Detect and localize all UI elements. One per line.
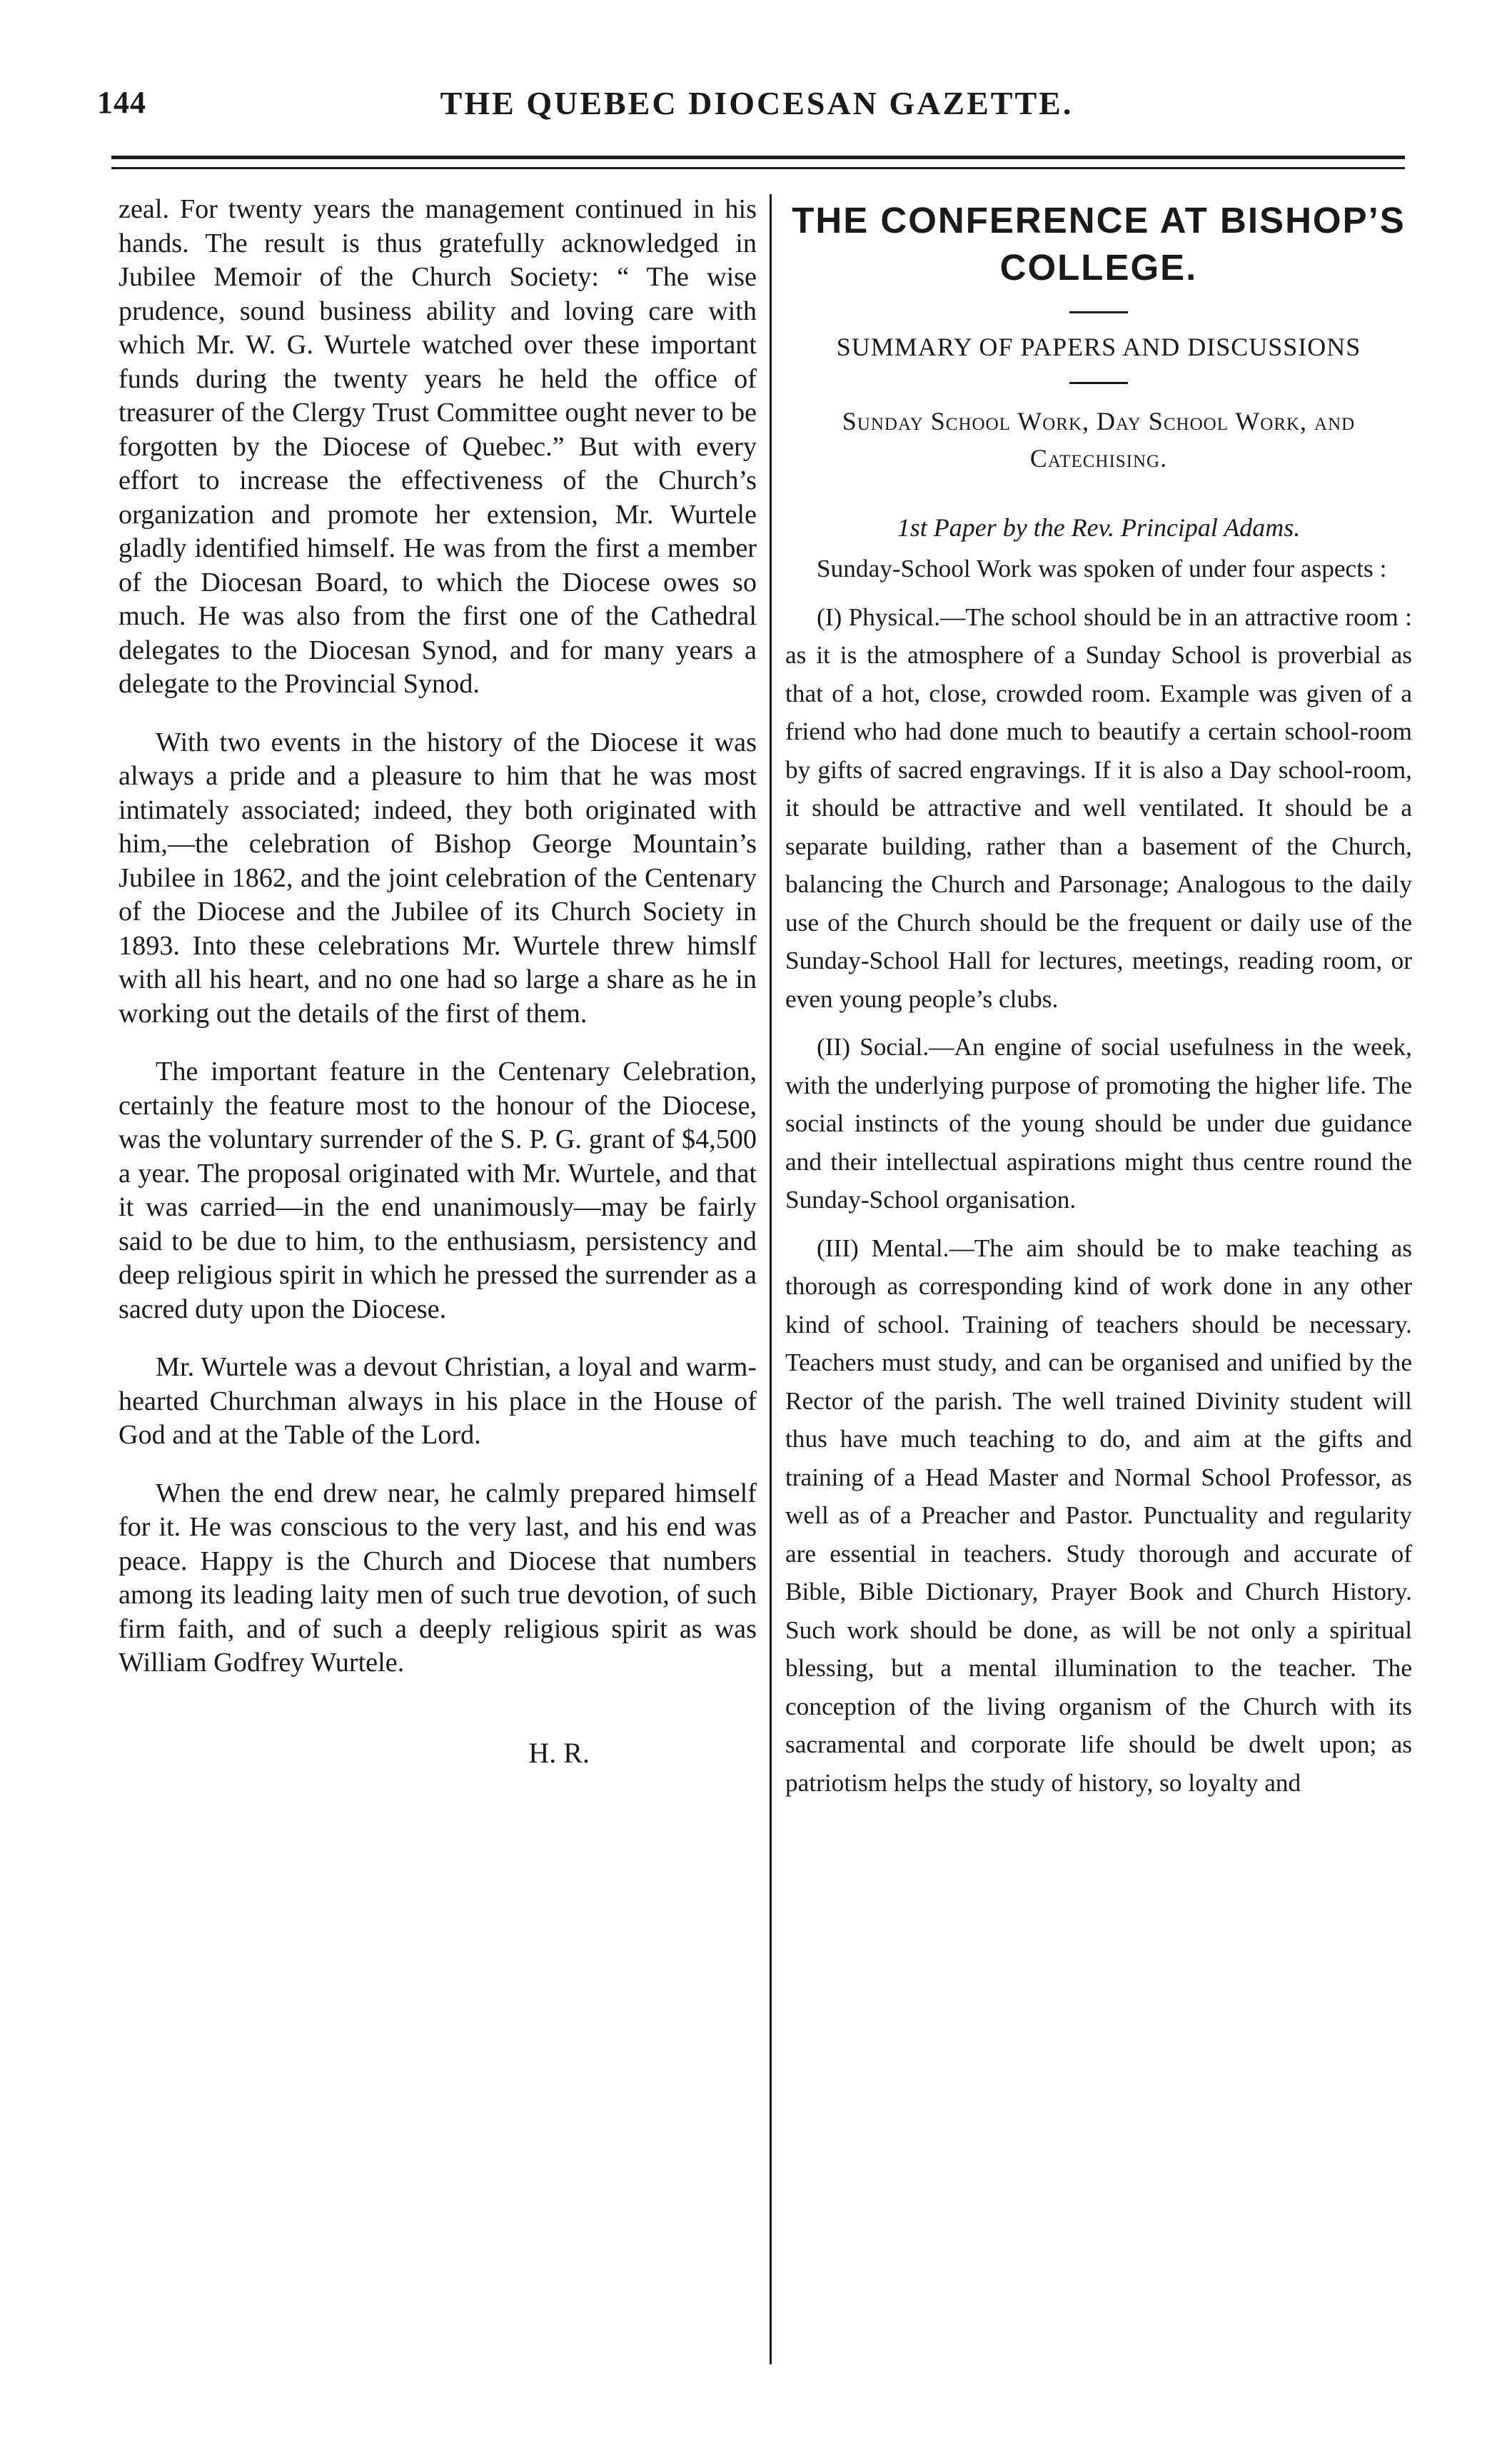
left-column — [119, 193, 757, 1770]
left-paragraph-2: With two events in the history of the Diocese it was always a pride and a pleasure to him that he was most intimately associated; indeed, they both originated with him,—the celebration of Bishop George Mountain’s Jubilee in 1862, and the joint celebration of the Centenary of the Diocese and the Jubilee of its Church Society in 1893. Into these celebrations Mr. Wurtele threw himslf with all his heart, and no one had so large a share as he in working out the details of the first of them. — [119, 727, 757, 1029]
article-headline: THE CONFERENCE AT BISHOP’S COLLEGE. — [792, 200, 1406, 288]
right-column — [785, 193, 1412, 1802]
right-paragraph-3: (II) Social.—An engine of social usefulness in the week, with the underlying purpose of promoting the higher life. The social instincts of the young should be under due guidance and their intellectual aspirations might thus centre round the Sunday-School organisation. — [785, 1033, 1412, 1214]
column-divider — [770, 194, 772, 2364]
page-header — [86, 84, 1428, 127]
left-paragraph-5: When the end drew near, he calmly prepared himself for it. He was conscious to the very last, and his end was peace. Happy is the Church and Diocese that numbers among its leading laity men of such true devotion, of such firm faith, and of such a deeply religious spirit as was William Godfrey Wurtele. — [119, 1478, 757, 1678]
running-head: THE QUEBEC DIOCESAN GAZETTE. — [440, 85, 1074, 121]
header-rule-thick — [111, 156, 1405, 159]
subhead-rule — [1069, 382, 1128, 384]
header-rule-thin — [111, 167, 1405, 169]
left-paragraph-3: The important feature in the Centenary Celebration, certainly the feature most to the honour of the Diocese, was the voluntary surrender of the S. P. G. grant of $4,500 a year. The proposal originated with Mr. Wurtele, and that it was carried—in the end unanimously—may be fairly said to be due to him, to the enthusiasm, persistency and deep religious spirit in which he pressed the surrender as a sacred duty upon the Diocese. — [119, 1057, 757, 1324]
right-paragraph-4: (III) Mental.—The aim should be to make teaching as thorough as corresponding kind of work done in any other kind of school. Training of teachers should be necessary. Teachers must study, and can be organised and unified by the Rector of the parish. The well trained Divinity student will thus have much teaching to do, and aim at the gifts and training of a Head Master and Normal School Professor, as well as of a Preacher and Pastor. Punctuality and regularity are essential in teachers. Study thorough and accurate of Bible, Bible Dictionary, Prayer Book and Church History. Such work should be done, as will be not only a spiritual blessing, but a mental illumination to the teacher. The conception of the living organism of the Church with its sacramental and corporate life should be dwelt upon; as patriotism helps the study of history, so loyalty and — [785, 1234, 1412, 1797]
signature: H. R. — [528, 1736, 590, 1769]
paper-byline: 1st Paper by the Rev. Principal Adams. — [897, 513, 1301, 542]
left-paragraph-1: zeal. For twenty years the management continued in his hands. The result is thus gratefully acknowledged in Jubilee Memoir of the Church Society: “ The wise prudence, sound business ability and loving care with which Mr. W. G. Wurtele watched over these important funds during the twenty years he held the office of treasurer of the Clergy Trust Committee ought never to be forgotten by the Diocese of Quebec.” But with every effort to increase the effectiveness of the Church’s organization and promote her extension, Mr. Wurtele gladly identified himself. He was from the first a member of the Diocesan Board, to which the Diocese owes so much. He was also from the first one of the Cathedral delegates to the Diocesan Synod, and for many years a delegate to the Provincial Synod. — [119, 194, 757, 699]
right-paragraph-2: (I) Physical.—The school should be in an attractive room : as it is the atmosphere of a Sunday School is proverbial as that of a hot, close, crowded room. Example was given of a friend who had done much to beautify a certain school-room by gifts of sacred engravings. If it is also a Day school-room, it should be attractive and well ventilated. It should be a separate building, rather than a basement of the Church, balancing the Church and Parsonage; Analogous to the daily use of the Church should be the frequent or daily use of the Sunday-School Hall for lectures, meetings, reading room, or even young people’s clubs. — [785, 603, 1412, 1013]
page-number: 144 — [97, 85, 146, 120]
left-paragraph-4: Mr. Wurtele was a devout Christian, a loyal and warm-hearted Churchman always in his place in the House of God and at the Table of the Lord. — [119, 1352, 757, 1450]
article-subhead-summary: SUMMARY OF PAPERS AND DISCUSSIONS — [836, 333, 1361, 361]
article-subhead-topics: Sunday School Work, Day School Work, and Catechising. — [842, 407, 1356, 473]
headline-rule — [1069, 311, 1128, 313]
right-paragraph-1: Sunday-School Work was spoken of under four aspects : — [817, 555, 1387, 583]
